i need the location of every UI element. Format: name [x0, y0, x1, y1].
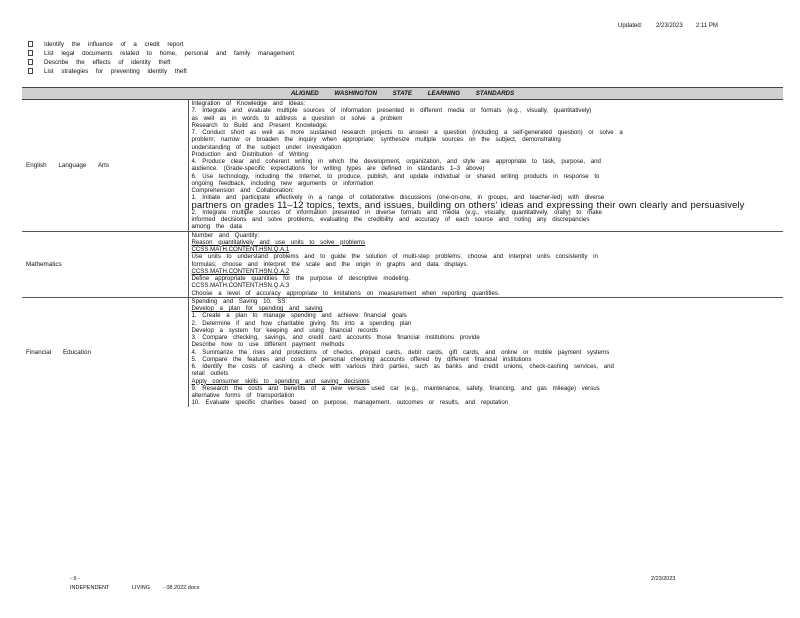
standard-line: understanding of the subject under investigation	[191, 143, 341, 151]
section-content	[188, 297, 783, 406]
standard-line: retail outlets	[191, 370, 229, 378]
standard-line: 2. Integrate multiple sources of information presented in diverse formats and media (e.g., visually, quantitatively, orally) to make	[191, 208, 603, 216]
subject-label: Mathematics	[22, 231, 188, 297]
updated-label: Updated:	[618, 23, 643, 29]
standard-line: 4. Produce clear and coherent writing in which the development, organization, and style are appropriate to task, purpose, and	[191, 158, 601, 165]
standard-line: Use units to understand problems and to guide the solution of multi-step problems; choose and interpret units consistently in	[191, 253, 598, 261]
standard-line: CCSS.MATH.CONTENT.HSN.Q.A.3	[191, 282, 290, 290]
standard-line: among the data	[191, 223, 242, 231]
standard-line: Choose a level of accuracy appropriate to limitations on measurement when reporting quantities.	[191, 289, 500, 297]
standard-line: Comprehension and Collaboration:	[191, 187, 294, 194]
standard-line: 10. Evaluate specific charities based on purpose, management, outcomes or results, and reputation	[191, 399, 509, 407]
objectives-list	[28, 40, 388, 76]
standard-line: as well as in words to address a question or solve a problem	[191, 114, 403, 122]
subject-label: Financial Education	[22, 297, 188, 406]
updated-date: 2/23/2023	[656, 23, 683, 29]
standard-line: 4. Summarize the risks and protections of checks, prepaid cards, debit cards, gift cards, and online or mobile payment systems	[191, 348, 610, 356]
standard-line: ongoing feedback, including new arguments or information	[191, 179, 374, 187]
standard-line: CCSS.MATH.CONTENT.HSN.Q.A.1	[191, 246, 290, 253]
list-item: Identify the influence of a credit report	[28, 40, 388, 49]
section-content	[188, 100, 783, 232]
checkbox-glyph-icon	[28, 59, 33, 65]
standard-line: Number and Quantity:	[191, 231, 260, 239]
standard-line: Define appropriate quantities for the purpose of descriptive modeling.	[191, 275, 410, 282]
section-row-math	[22, 231, 783, 297]
section-row-finance	[22, 297, 783, 406]
section-row-ela	[22, 100, 783, 232]
standard-line: 7. Integrate and evaluate multiple sources of information presented in different media or formats (e.g., visually, quantitatively)	[191, 107, 592, 115]
standard-line: Integration of Knowledge and Ideas:	[191, 100, 306, 107]
standard-line: Develop a plan for spending and saving	[191, 305, 323, 312]
footer-filename-part: INDEPENDENT	[70, 585, 110, 591]
standard-line: Reason quantitatively and use units to solve problems	[191, 238, 366, 246]
checkbox-glyph-icon	[28, 68, 33, 74]
subject-label: English Language Arts	[22, 100, 188, 232]
standard-line: 1. Create a plan to manage spending and achieve financial goals	[191, 312, 407, 320]
standard-line: CCSS.MATH.CONTENT.HSN.Q.A.2	[191, 267, 290, 275]
standard-line: Describe how to use different payment methods	[191, 341, 345, 349]
standard-line: informed decisions and solve problems, evaluating the credibility and accuracy of each source and noting any discrepancies	[191, 216, 590, 223]
standard-line: 6. Identify the costs of cashing a check with various third parties, such as banks and credit unions, check-cashing services, and	[191, 363, 614, 370]
standard-line: audience. (Grade-specific expectations for writing types are defined in standards 1–3 above)	[191, 165, 485, 173]
standard-line: Spending and Saving 10. SS:	[191, 297, 288, 305]
standard-line: Production and Distribution of Writing:	[191, 150, 310, 158]
section-content	[188, 231, 783, 297]
standard-line: Research to Build and Present Knowledge:	[191, 121, 328, 129]
standard-line: 7. Conduct short as well as more sustained research projects to answer a question (including a self-generated question) or solve a	[191, 129, 623, 136]
standard-line: 1. Initiate and participate effectively in a range of collaborative discussions (one-on-one, in groups, and teacher-led) with diverse	[191, 194, 605, 202]
updated-time: 2:11 PM	[696, 23, 718, 29]
table-title: ALIGNED WASHINGTON STATE LEARNING STANDARDS	[290, 90, 515, 97]
standard-line: Apply consumer skills to spending and saving decisions	[191, 377, 370, 385]
standard-line: formulas; choose and interpret the scale and the origin in graphs and data displays.	[191, 260, 469, 268]
list-item: List legal documents related to home, personal and family management	[28, 49, 388, 58]
standard-line: 6. Use technology, including the Internet, to produce, publish, and update individual or shared writing products in response to	[191, 172, 600, 180]
list-item: Describe the effects of identity theft	[28, 58, 388, 67]
standard-line: partners on grades 11–12 topics, texts, and issues, building on others' ideas and expressing their own clearly and persuasively	[191, 199, 745, 211]
standards-table	[22, 87, 783, 407]
standard-line: problem; narrow or broaden the inquiry when appropriate; synthesize multiple sources on the subject, demonstrating	[191, 136, 561, 144]
standard-line: 2. Determine if and how charitable giving fits into a spending plan	[191, 319, 412, 327]
footer-filename-part: - 08.2022.docx	[163, 585, 200, 591]
checkbox-glyph-icon	[28, 41, 33, 47]
standard-line: 3. Compare checking, savings, and credit card accounts those financial institutions provide	[191, 334, 480, 341]
standard-line: 5. Compare the features and costs of personal checking accounts offered by different financial institutions	[191, 355, 532, 363]
table-header-row	[22, 88, 783, 100]
checkbox-glyph-icon	[28, 50, 33, 56]
standard-line: 9. Research the costs and benefits of a new versus used car (e.g., maintenance, safety, financing, and gas mileage) versus	[191, 384, 600, 392]
page-number: - 9 -	[70, 576, 80, 582]
footer-filename-part: LIVING	[132, 585, 151, 591]
footer-date: 2/23/2023	[651, 576, 676, 582]
standard-line: alternative forms of transportation	[191, 392, 295, 399]
standard-line: Develop a system for keeping and using financial records	[191, 326, 378, 334]
list-item: List strategies for preventing identity theft	[28, 67, 388, 76]
